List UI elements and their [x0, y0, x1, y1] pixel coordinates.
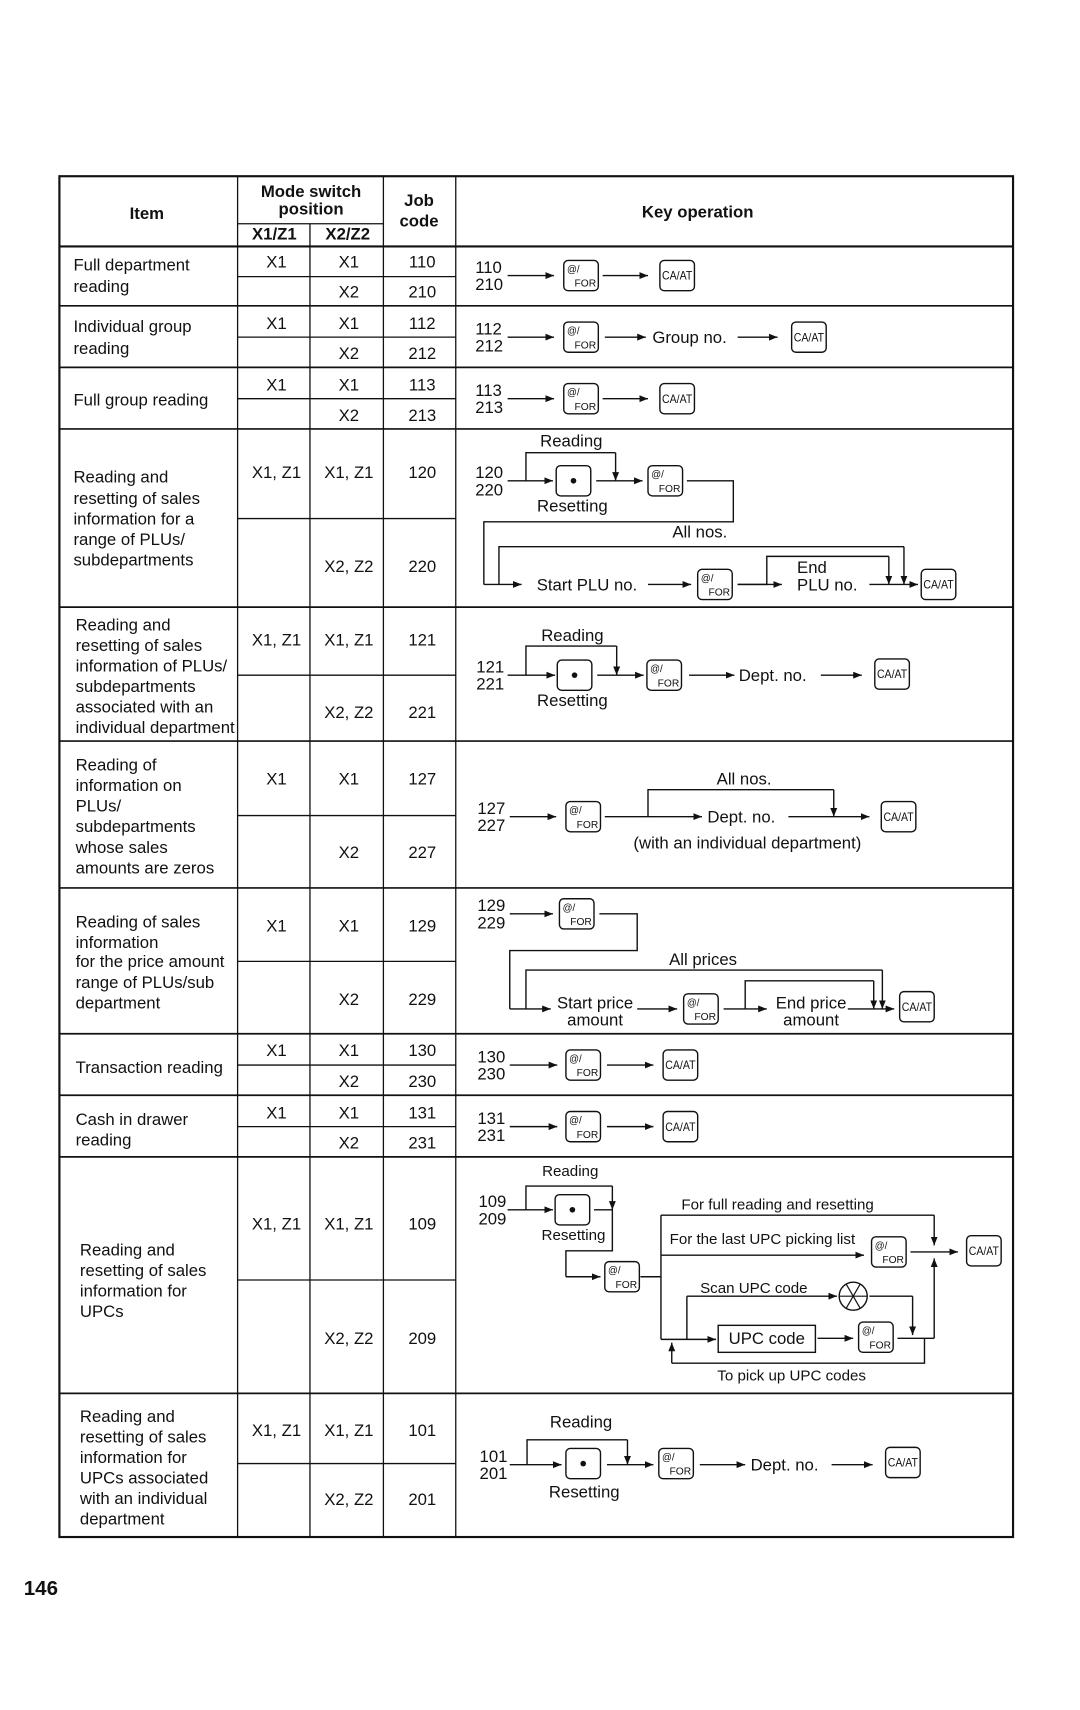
header-x1z1: X1/Z1	[251, 224, 297, 244]
item-description: UPCs	[79, 1302, 124, 1322]
job-code: 229	[408, 990, 437, 1010]
key-label-bottom: FOR	[574, 340, 597, 352]
key-label-bottom: FOR	[576, 1068, 599, 1080]
decimal-point-key-icon	[566, 1448, 601, 1478]
for-key-icon	[566, 802, 601, 832]
reading-label: Reading	[541, 626, 604, 646]
scanner-icon	[839, 1282, 867, 1310]
job-code-label: 110	[475, 257, 502, 277]
item-description: subdepartments	[73, 550, 194, 570]
item-description: reading	[75, 1130, 132, 1150]
resetting-label: Resetting	[548, 1482, 620, 1502]
item-description: information for a	[73, 509, 195, 529]
mode-x2z2: X1	[338, 1103, 360, 1123]
item-description: Reading and	[73, 467, 169, 487]
ca-at-key-icon	[660, 384, 695, 414]
mode-x1z1: X1, Z1	[251, 462, 302, 482]
end-price-label: End price	[775, 993, 847, 1013]
item-description: reading	[73, 338, 130, 358]
key-label-top: @/	[567, 387, 580, 399]
upc-code-label: UPC code	[728, 1329, 805, 1349]
for-key-icon	[684, 994, 719, 1024]
mode-x2z2: X1	[338, 313, 360, 333]
for-key-icon	[564, 384, 599, 414]
key-label-top: @/	[567, 326, 580, 338]
ca-at-key-icon	[875, 659, 910, 689]
job-code-label: 220	[475, 480, 504, 500]
mode-x2z2: X2	[338, 282, 360, 302]
job-code-label: 112	[475, 319, 502, 339]
job-code: 220	[408, 556, 437, 576]
for-key-icon	[648, 466, 683, 496]
job-code: 112	[408, 313, 436, 333]
page-number: 146	[23, 1576, 58, 1600]
key-label-top: @/	[700, 573, 714, 585]
job-code: 120	[408, 462, 437, 482]
header-item: Item	[129, 203, 165, 223]
item-description: information for	[79, 1447, 187, 1467]
key-label: CA/AT	[883, 809, 914, 824]
key-label-bottom: FOR	[658, 483, 681, 495]
key-label-bottom: FOR	[882, 1255, 904, 1267]
resetting-label: Resetting	[537, 690, 608, 710]
item-description: UPCs associated	[79, 1468, 209, 1488]
key-label-top: @/	[662, 1452, 675, 1464]
key-label-top: @/	[651, 469, 664, 481]
key-label-top: @/	[686, 997, 700, 1009]
header-mode-switch: position	[278, 199, 344, 219]
key-label-bottom: FOR	[574, 278, 597, 290]
item-description: Reading and	[75, 615, 171, 635]
for-key-icon	[564, 322, 599, 352]
key-label-bottom: FOR	[576, 819, 599, 831]
all-nos-label: All nos.	[672, 522, 728, 542]
item-description: information of PLUs/	[75, 656, 228, 676]
item-description: Individual group	[73, 317, 192, 337]
item-description: range of PLUs/sub	[75, 972, 215, 992]
item-description: information	[75, 932, 159, 952]
item-description: Transaction reading	[75, 1058, 223, 1078]
mode-x2z2: X2	[338, 344, 360, 364]
all-nos-label: All nos.	[716, 769, 772, 789]
item-description: department	[75, 993, 161, 1013]
key-label: CA/AT	[662, 268, 693, 283]
mode-x2z2: X2	[338, 843, 360, 863]
mode-x1z1: X1, Z1	[251, 630, 302, 650]
job-code-label: 221	[476, 674, 505, 694]
mode-x1z1: X1	[266, 252, 287, 272]
resetting-label: Resetting	[537, 496, 608, 516]
item-description: Reading of sales	[75, 912, 201, 932]
mode-x2z2: X2, Z2	[324, 702, 374, 722]
job-code-label: 129	[477, 896, 506, 916]
mode-x1z1: X1	[266, 313, 287, 333]
reading-label: Reading	[549, 1412, 613, 1432]
end-plu-label: PLU no.	[797, 575, 858, 595]
job-code-label: 230	[477, 1064, 506, 1084]
key-label-bottom: FOR	[869, 1340, 892, 1352]
ca-at-key-icon	[792, 322, 827, 352]
end-price-label: amount	[783, 1010, 839, 1030]
item-description: whose sales	[75, 837, 168, 857]
job-code-label: 109	[478, 1191, 507, 1211]
for-key-icon	[605, 1262, 640, 1292]
key-label-bottom: FOR	[669, 1466, 692, 1478]
for-key-icon	[566, 1112, 601, 1142]
key-label-top: @/	[608, 1265, 621, 1277]
dept-no-label: Dept. no.	[750, 1455, 819, 1475]
all-prices-label: All prices	[669, 950, 738, 970]
ca-at-key-icon	[900, 992, 935, 1022]
job-code: 201	[408, 1490, 437, 1510]
ca-at-key-icon	[921, 569, 956, 599]
item-description: resetting of sales	[75, 635, 203, 655]
mode-x2z2: X2	[338, 405, 360, 425]
mode-x1z1: X1	[266, 769, 287, 789]
key-label-top: @/	[650, 664, 663, 676]
mode-x1z1: X1	[266, 1103, 287, 1123]
decimal-point-key-icon	[556, 466, 591, 496]
mode-x2z2: X1	[338, 769, 360, 789]
key-label-top: @/	[861, 1326, 875, 1338]
connector-line	[527, 1440, 627, 1465]
ca-at-key-icon	[663, 1112, 698, 1142]
item-description: Reading of	[75, 755, 157, 775]
item-description: range of PLUs/	[73, 529, 186, 549]
scan-upc-label: Scan UPC code	[700, 1279, 808, 1297]
item-description: resetting of sales	[79, 1427, 207, 1447]
key-label: CA/AT	[923, 577, 954, 592]
job-code: 131	[408, 1103, 437, 1123]
job-code-label: 227	[477, 816, 506, 836]
key-label-top: @/	[569, 1053, 582, 1065]
item-description: for the price amount	[75, 952, 225, 972]
mode-x1z1: X1	[266, 916, 287, 936]
for-key-icon	[859, 1322, 894, 1352]
item-description: amounts are zeros	[75, 858, 215, 878]
connector-line	[526, 453, 616, 481]
dot-mark	[571, 478, 577, 484]
job-code: 101	[408, 1420, 437, 1440]
job-code-label: 210	[475, 275, 504, 295]
item-description: Full group reading	[73, 390, 209, 410]
job-code-label: 127	[477, 798, 506, 818]
mode-x2z2: X1, Z1	[324, 1214, 374, 1234]
job-code-label: 121	[476, 657, 505, 677]
key-label-bottom: FOR	[694, 1012, 717, 1024]
key-label: CA/AT	[876, 667, 908, 682]
item-description: associated with an	[75, 697, 214, 717]
job-code-label: 130	[477, 1047, 506, 1067]
item-description: resetting of sales	[73, 488, 200, 508]
dot-mark	[580, 1461, 586, 1467]
mode-x2z2: X1	[338, 252, 360, 272]
connector-line	[526, 1186, 612, 1210]
key-label: CA/AT	[665, 1119, 696, 1134]
item-description: information for	[79, 1281, 187, 1301]
full-reading-label: For full reading and resetting	[681, 1196, 874, 1214]
item-description: with an individual	[79, 1488, 208, 1508]
ca-at-key-icon	[881, 802, 916, 832]
job-code-label: 213	[475, 398, 504, 418]
key-label: CA/AT	[665, 1058, 696, 1073]
header-key-operation: Key operation	[641, 202, 754, 222]
job-code: 210	[408, 282, 437, 302]
mode-x2z2: X2	[338, 990, 360, 1010]
mode-x1z1: X1, Z1	[251, 1420, 302, 1440]
job-code: 109	[408, 1214, 437, 1234]
key-label-top: @/	[569, 805, 582, 817]
key-label-bottom: FOR	[708, 587, 731, 599]
item-description: Reading and	[79, 1240, 175, 1260]
mode-x2z2: X1	[338, 1040, 360, 1060]
mode-x2z2: X1	[338, 916, 360, 936]
item-description: subdepartments	[75, 817, 196, 837]
key-label: CA/AT	[662, 391, 693, 406]
dept-no-label: Dept. no.	[738, 666, 807, 686]
key-label: CA/AT	[887, 1455, 919, 1470]
header-mode-switch: Mode switch	[260, 182, 362, 202]
job-code-label: 113	[475, 380, 502, 400]
reading-label: Reading	[540, 431, 603, 451]
key-label: CA/AT	[793, 330, 825, 345]
dot-mark	[572, 672, 578, 678]
start-price-label: Start price	[556, 993, 634, 1013]
item-description: individual department	[75, 717, 235, 737]
mode-x2z2: X1, Z1	[324, 462, 374, 482]
ca-at-key-icon	[967, 1236, 1002, 1266]
for-key-icon	[559, 899, 594, 929]
job-code: 230	[408, 1072, 437, 1092]
job-code-label: 201	[479, 1464, 508, 1484]
key-label-top: @/	[874, 1240, 888, 1252]
item-description: Cash in drawer	[75, 1109, 189, 1129]
job-code-label: 231	[477, 1126, 506, 1146]
mode-x2z2: X2	[338, 1072, 360, 1092]
job-code: 212	[408, 344, 437, 364]
key-label-bottom: FOR	[570, 917, 592, 929]
key-label-bottom: FOR	[657, 678, 680, 690]
job-code: 113	[408, 375, 436, 395]
key-label-bottom: FOR	[574, 401, 597, 413]
start-price-label: amount	[567, 1010, 623, 1030]
pick-up-label: To pick up UPC codes	[717, 1367, 866, 1385]
dot-mark	[570, 1207, 576, 1213]
job-code: 221	[408, 702, 437, 722]
item-description: reading	[73, 277, 130, 297]
key-label: CA/AT	[968, 1243, 1000, 1258]
mode-x2z2: X1, Z1	[324, 630, 374, 650]
item-description: Full department	[73, 255, 190, 275]
item-description: information on	[75, 776, 182, 796]
start-plu-label: Start PLU no.	[536, 575, 638, 595]
ca-at-key-icon	[886, 1447, 921, 1477]
job-code-label: 212	[475, 336, 504, 356]
for-key-icon	[698, 569, 733, 599]
decimal-point-key-icon	[555, 1195, 590, 1225]
item-description: department	[79, 1509, 165, 1529]
item-description: subdepartments	[75, 676, 196, 696]
key-label-top: @/	[569, 1115, 582, 1127]
job-code: 127	[408, 769, 437, 789]
job-code: 130	[408, 1040, 437, 1060]
mode-x2z2: X2, Z2	[324, 556, 374, 576]
item-description: resetting of sales	[79, 1261, 207, 1281]
job-code-label: 101	[479, 1446, 508, 1466]
dept-no-label: Dept. no.	[707, 807, 776, 827]
end-plu-label: End	[797, 558, 827, 578]
item-description: PLUs/	[75, 796, 122, 816]
key-label-bottom: FOR	[576, 1129, 599, 1141]
mode-x1z1: X1	[266, 1040, 287, 1060]
resetting-label: Resetting	[541, 1226, 606, 1244]
key-label-bottom: FOR	[615, 1279, 638, 1291]
ca-at-key-icon	[660, 260, 695, 290]
for-key-icon	[564, 260, 599, 290]
item-description: Reading and	[79, 1406, 175, 1426]
for-key-icon	[872, 1237, 907, 1267]
header-job-code: Job	[404, 190, 434, 210]
job-code: 227	[408, 843, 437, 863]
mode-x2z2: X1	[338, 375, 360, 395]
key-label-top: @/	[562, 902, 576, 914]
decimal-point-key-icon	[557, 660, 592, 690]
key-label-top: @/	[567, 264, 580, 276]
job-code-label: 131	[477, 1108, 506, 1128]
ca-at-key-icon	[663, 1050, 698, 1080]
mode-x2z2: X1, Z1	[324, 1420, 374, 1440]
mode-x1z1: X1, Z1	[251, 1214, 302, 1234]
header-job-code: code	[399, 211, 439, 231]
mode-x1z1: X1	[266, 375, 287, 395]
job-code: 231	[408, 1133, 437, 1153]
note-label: (with an individual department)	[633, 833, 862, 853]
job-code-label: 209	[478, 1209, 507, 1229]
job-code-label: 120	[475, 462, 504, 482]
for-key-icon	[647, 660, 682, 690]
header-x2z2: X2/Z2	[325, 224, 371, 244]
for-key-icon	[566, 1050, 601, 1080]
for-key-icon	[659, 1448, 694, 1478]
job-code: 129	[408, 916, 437, 936]
group-no-label: Group no.	[652, 327, 727, 347]
mode-x2z2: X2	[338, 1133, 360, 1153]
job-code: 121	[408, 630, 437, 650]
job-code: 213	[408, 405, 437, 425]
job-code: 209	[408, 1329, 437, 1349]
last-upc-list-label: For the last UPC picking list	[669, 1231, 856, 1249]
mode-x2z2: X2, Z2	[324, 1329, 374, 1349]
job-code-label: 229	[477, 913, 506, 933]
reading-label: Reading	[542, 1163, 599, 1181]
job-code: 110	[408, 252, 436, 272]
key-label: CA/AT	[901, 999, 933, 1014]
mode-x2z2: X2, Z2	[324, 1490, 374, 1510]
